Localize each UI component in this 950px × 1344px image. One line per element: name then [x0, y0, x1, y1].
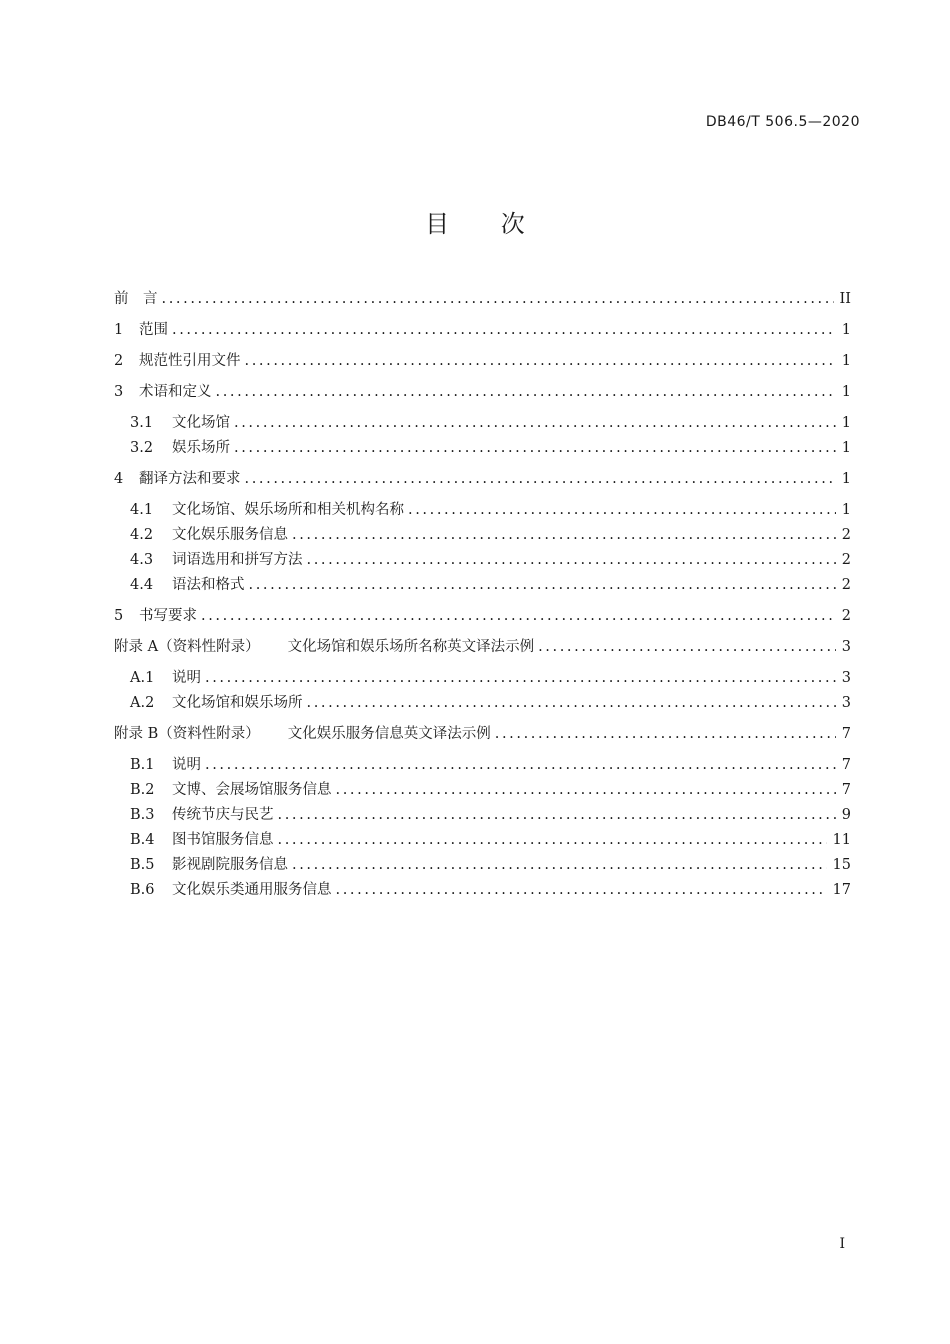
toc-entry-1[interactable]	[114, 318, 851, 343]
page-title: 目 次	[425, 210, 547, 238]
toc-entry-number: 4.3	[130, 552, 154, 568]
toc-entry-page: 17	[832, 882, 851, 898]
toc-entry-label: 翻译方法和要求	[139, 471, 241, 487]
toc-entry-label: 文化娱乐服务信息	[172, 527, 288, 543]
toc-entry-page: 2	[841, 527, 851, 543]
toc-entry-page: 3	[841, 695, 851, 711]
toc-leader-dots	[336, 878, 827, 903]
toc-entry-foreword[interactable]	[114, 287, 851, 312]
toc-entry-number: 3.2	[130, 440, 154, 456]
toc-entry-4-2[interactable]	[114, 523, 851, 548]
toc-entry-page: 15	[832, 857, 851, 873]
toc-entry-label: 语法和格式	[172, 577, 245, 593]
toc-entry-number: 前 言	[114, 291, 158, 307]
toc-leader-dots	[216, 380, 836, 405]
toc-entry-number: A.1	[130, 670, 155, 686]
toc-entry-3[interactable]	[114, 380, 851, 405]
toc-entry-page: 1	[841, 502, 851, 518]
toc-entry-number: 4.4	[130, 577, 154, 593]
toc-entry-page: 2	[841, 552, 851, 568]
toc-entry-number: 附录 A（资料性附录）	[114, 639, 260, 655]
toc-entry-page: 9	[841, 807, 851, 823]
toc-entry-page: 1	[841, 471, 851, 487]
toc-leader-dots	[234, 411, 836, 436]
toc-entry-number: 4	[114, 471, 124, 487]
toc-entry-b-2[interactable]	[114, 778, 851, 803]
toc-entry-label: 文化场馆、娱乐场所和相关机构名称	[172, 502, 404, 518]
toc-entry-number: 4.2	[130, 527, 154, 543]
toc-entry-label: 文化娱乐服务信息英文译法示例	[287, 726, 491, 742]
toc-leader-dots	[245, 349, 836, 374]
toc-leader-dots	[249, 573, 836, 598]
toc-entry-b-6[interactable]	[114, 878, 851, 903]
toc-entry-appendix-a[interactable]	[114, 635, 851, 660]
toc-entry-number: B.5	[130, 857, 155, 873]
toc-entry-label: 规范性引用文件	[139, 353, 241, 369]
toc-entry-number: B.4	[130, 832, 155, 848]
toc-entry-number: B.3	[130, 807, 155, 823]
toc-entry-page: 1	[841, 322, 851, 338]
toc-leader-dots	[278, 803, 836, 828]
toc-entry-a-1[interactable]	[114, 666, 851, 691]
toc-entry-page: 2	[841, 577, 851, 593]
toc-entry-2[interactable]	[114, 349, 851, 374]
toc-entry-page: 7	[841, 726, 851, 742]
toc-entry-label: 文博、会展场馆服务信息	[172, 782, 332, 798]
toc-entry-page: 1	[841, 353, 851, 369]
toc-leader-dots	[307, 548, 836, 573]
toc-entry-b-4[interactable]	[114, 828, 851, 853]
toc-entry-label: 词语选用和拼写方法	[172, 552, 303, 568]
toc-entry-page: 2	[841, 608, 851, 624]
toc-entry-4-1[interactable]	[114, 498, 851, 523]
toc-entry-label: 术语和定义	[139, 384, 212, 400]
toc-entry-b-5[interactable]	[114, 853, 851, 878]
toc-leader-dots	[172, 318, 836, 343]
toc-leader-dots	[162, 287, 834, 312]
toc-entry-label: 传统节庆与民艺	[172, 807, 274, 823]
toc-entry-page: 1	[841, 440, 851, 456]
toc-entry-number: B.1	[130, 757, 155, 773]
toc-entry-4-3[interactable]	[114, 548, 851, 573]
toc-entry-4[interactable]	[114, 467, 851, 492]
toc-leader-dots	[292, 853, 827, 878]
toc-entry-label: 文化场馆和娱乐场所	[172, 695, 303, 711]
toc-leader-dots	[538, 635, 836, 660]
toc-entry-label: 影视剧院服务信息	[172, 857, 288, 873]
toc-entry-label: 图书馆服务信息	[172, 832, 274, 848]
toc-leader-dots	[201, 604, 836, 629]
toc-entry-page: 3	[841, 670, 851, 686]
toc-entry-number: 1	[114, 322, 124, 338]
toc-leader-dots	[278, 828, 827, 853]
toc-entry-label: 文化娱乐类通用服务信息	[172, 882, 332, 898]
toc-entry-page: II	[839, 291, 851, 307]
toc-entry-label: 书写要求	[139, 608, 197, 624]
toc-leader-dots	[205, 666, 836, 691]
toc-entry-b-1[interactable]	[114, 753, 851, 778]
toc-entry-page: 7	[841, 782, 851, 798]
toc-entry-a-2[interactable]	[114, 691, 851, 716]
toc-entry-3-2[interactable]	[114, 436, 851, 461]
toc-entry-label: 说明	[172, 670, 201, 686]
toc-entry-number: 3.1	[130, 415, 154, 431]
toc-entry-page: 3	[841, 639, 851, 655]
toc-entry-5[interactable]	[114, 604, 851, 629]
toc-entry-number: B.2	[130, 782, 155, 798]
toc-entry-page: 7	[841, 757, 851, 773]
toc-entry-number: 3	[114, 384, 124, 400]
toc-entry-number: 4.1	[130, 502, 154, 518]
toc-entry-number: B.6	[130, 882, 155, 898]
toc-leader-dots	[292, 523, 836, 548]
toc-leader-dots	[495, 722, 836, 747]
toc-entry-b-3[interactable]	[114, 803, 851, 828]
toc-entry-number: 2	[114, 353, 124, 369]
toc-entry-label: 说明	[172, 757, 201, 773]
toc-entry-page: 1	[841, 384, 851, 400]
document-code: DB46/T 506.5—2020	[705, 114, 860, 130]
toc-leader-dots	[336, 778, 836, 803]
toc-leader-dots	[408, 498, 836, 523]
toc-leader-dots	[245, 467, 836, 492]
toc-entry-page: 1	[841, 415, 851, 431]
table-of-contents	[114, 287, 851, 903]
toc-entry-page: 11	[832, 832, 851, 848]
toc-entry-label: 文化场馆	[172, 415, 230, 431]
toc-entry-3-1[interactable]	[114, 411, 851, 436]
toc-leader-dots	[205, 753, 836, 778]
toc-entry-label: 范围	[139, 322, 168, 338]
toc-entry-label: 文化场馆和娱乐场所名称英文译法示例	[287, 639, 535, 655]
page-number: I	[839, 1236, 845, 1252]
toc-leader-dots	[307, 691, 836, 716]
toc-entry-appendix-b[interactable]	[114, 722, 851, 747]
toc-entry-number: 5	[114, 608, 124, 624]
toc-entry-4-4[interactable]	[114, 573, 851, 598]
toc-entry-number: A.2	[130, 695, 155, 711]
toc-entry-label: 娱乐场所	[172, 440, 230, 456]
toc-leader-dots	[234, 436, 836, 461]
toc-entry-number: 附录 B（资料性附录）	[114, 726, 260, 742]
